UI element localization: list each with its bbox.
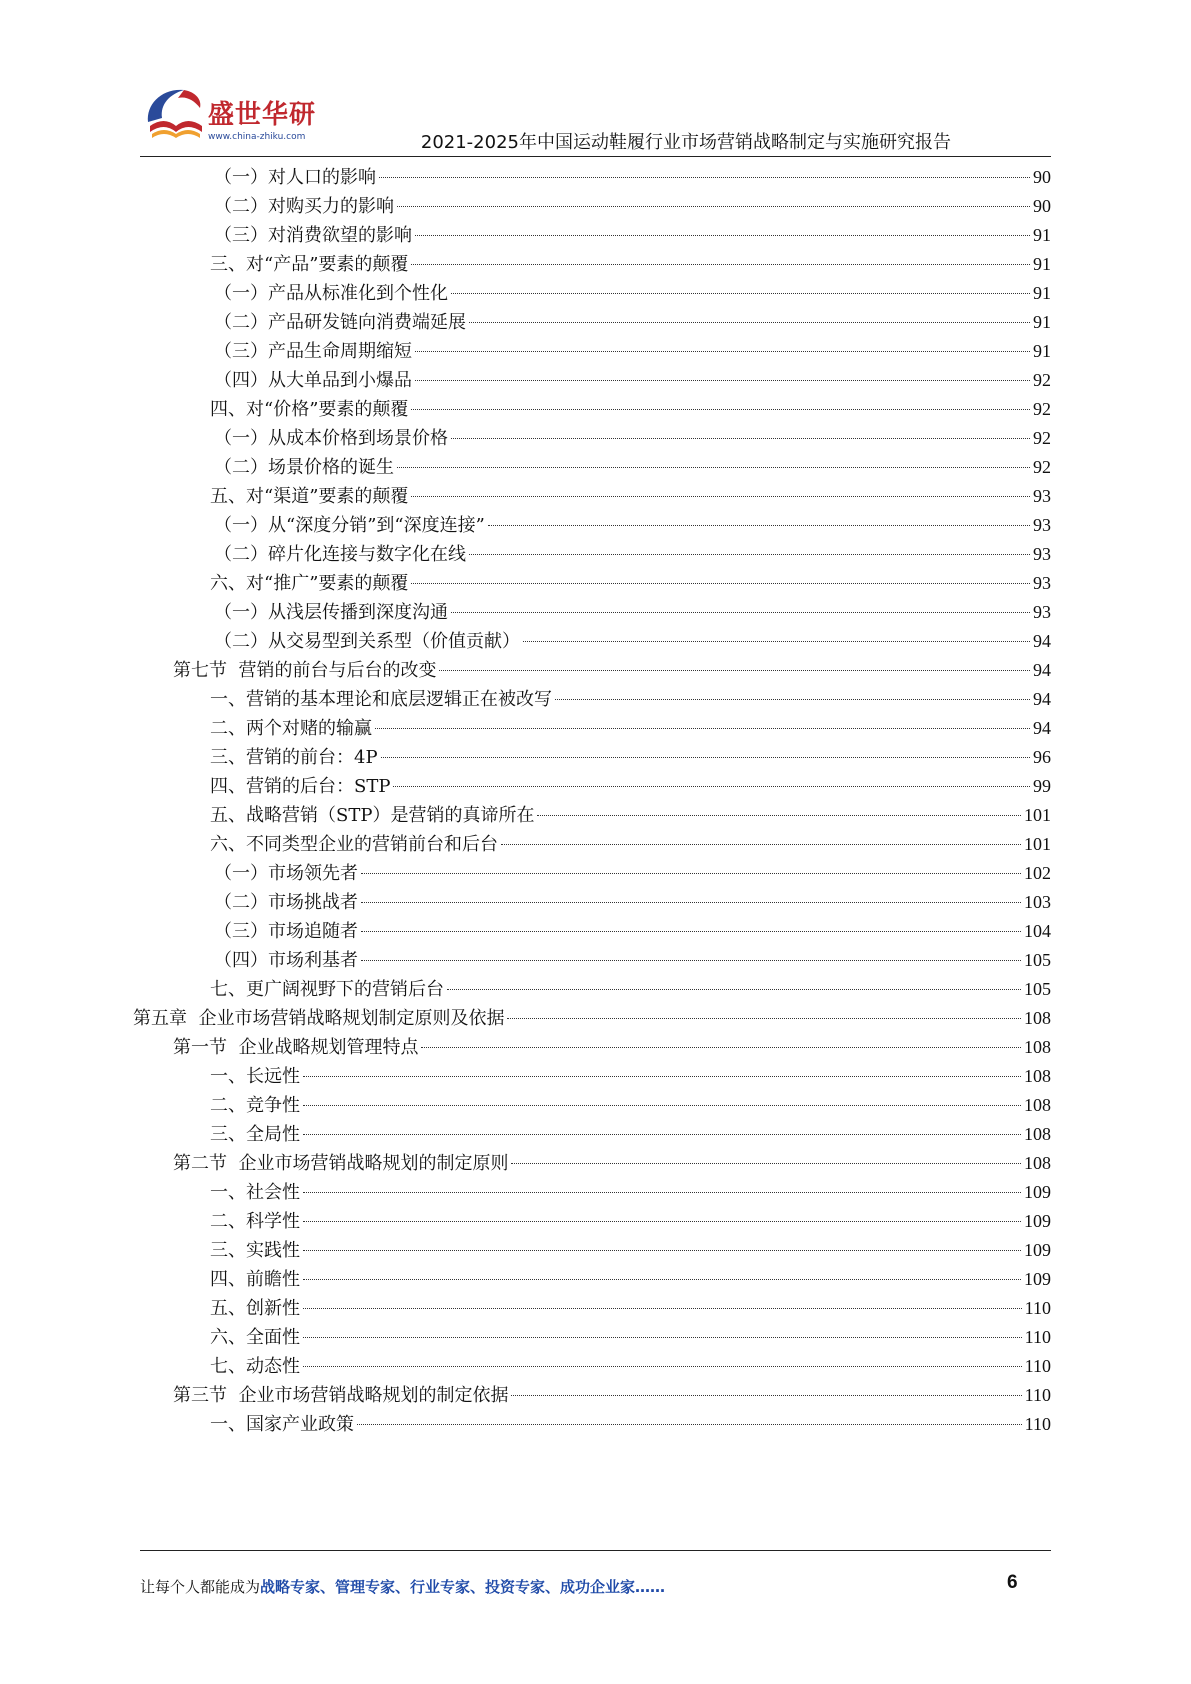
toc-dot-leader: [381, 757, 1030, 758]
toc-entry-title: 四、营销的后台：STP: [210, 776, 391, 797]
toc-entry-title: （一）从“深度分销”到“深度连接”: [214, 515, 485, 536]
toc-entry[interactable]: [214, 945, 1051, 976]
page-header: [0, 0, 1191, 160]
toc-entry-title: 四、对“价格”要素的颠覆: [210, 399, 409, 420]
toc-entry[interactable]: [214, 916, 1051, 947]
toc-dot-leader: [397, 467, 1030, 468]
toc-entry[interactable]: [173, 655, 1051, 686]
toc-entry-title: 二、竞争性: [210, 1095, 300, 1116]
toc-entry[interactable]: [210, 974, 1051, 1005]
toc-entry-page: 108: [1024, 1124, 1051, 1144]
toc-entry-page: 94: [1033, 689, 1051, 709]
toc-entry[interactable]: [210, 800, 1051, 831]
toc-dot-leader: [303, 1279, 1021, 1280]
toc-dot-leader: [488, 525, 1030, 526]
toc-entry-title: 第三节 企业市场营销战略规划的制定依据: [173, 1385, 509, 1406]
toc-entry-page: 93: [1033, 544, 1051, 564]
toc-entry[interactable]: [214, 220, 1051, 251]
toc-entry[interactable]: [210, 1293, 1051, 1324]
toc-entry[interactable]: [214, 307, 1051, 338]
toc-entry-title: （二）场景价格的诞生: [214, 457, 394, 478]
toc-entry-title: 三、实践性: [210, 1240, 300, 1261]
toc-entry-title: （一）从浅层传播到深度沟通: [214, 602, 448, 623]
toc-entry-page: 102: [1024, 863, 1051, 883]
toc-dot-leader: [415, 380, 1030, 381]
toc-entry-page: 110: [1024, 1385, 1051, 1405]
toc-dot-leader: [303, 1076, 1021, 1077]
toc-entry[interactable]: [210, 1351, 1051, 1382]
toc-entry-page: 93: [1033, 602, 1051, 622]
toc-dot-leader: [303, 1337, 1022, 1338]
toc-dot-leader: [421, 1047, 1021, 1048]
toc-entry-page: 91: [1033, 283, 1051, 303]
toc-entry-page: 96: [1033, 747, 1051, 767]
toc-entry-page: 108: [1024, 1095, 1051, 1115]
toc-entry-title: （三）对消费欲望的影响: [214, 225, 412, 246]
toc-entry[interactable]: [210, 394, 1051, 425]
toc-entry-title: （二）市场挑战者: [214, 892, 358, 913]
company-logo: [140, 82, 320, 152]
toc-entry[interactable]: [214, 423, 1051, 454]
toc-entry-page: 92: [1033, 370, 1051, 390]
toc-dot-leader: [415, 235, 1030, 236]
toc-dot-leader: [511, 1395, 1021, 1396]
toc-dot-leader: [451, 438, 1030, 439]
toc-entry[interactable]: [214, 452, 1051, 483]
toc-entry-page: 108: [1024, 1066, 1051, 1086]
toc-entry-page: 91: [1033, 254, 1051, 274]
toc-entry-page: 91: [1033, 341, 1051, 361]
toc-entry-title: 七、动态性: [210, 1356, 300, 1377]
toc-dot-leader: [303, 1308, 1022, 1309]
toc-entry-page: 103: [1024, 892, 1051, 912]
toc-dot-leader: [393, 786, 1030, 787]
toc-dot-leader: [507, 1018, 1021, 1019]
toc-entry-title: （一）市场领先者: [214, 863, 358, 884]
toc-dot-leader: [303, 1250, 1021, 1251]
toc-dot-leader: [415, 351, 1030, 352]
toc-entry-title: 第七节 营销的前台与后台的改变: [173, 660, 437, 681]
toc-entry[interactable]: [214, 858, 1051, 889]
toc-entry-page: 105: [1024, 979, 1051, 999]
toc-entry-title: （三）市场追随者: [214, 921, 358, 942]
toc-entry-title: 三、对“产品”要素的颠覆: [210, 254, 409, 275]
toc-entry-title: 五、战略营销（STP）是营销的真谛所在: [210, 805, 535, 826]
toc-entry-title: （二）碎片化连接与数字化在线: [214, 544, 466, 565]
toc-entry-title: （一）从成本价格到场景价格: [214, 428, 448, 449]
toc-entry-page: 92: [1033, 457, 1051, 477]
toc-entry-page: 93: [1033, 515, 1051, 535]
toc-entry-title: （二）从交易型到关系型（价值贡献）: [214, 631, 520, 652]
toc-entry-page: 105: [1024, 950, 1051, 970]
toc-dot-leader: [411, 409, 1030, 410]
toc-entry-page: 101: [1024, 805, 1051, 825]
logo-url: www.china-zhiku.com: [208, 132, 306, 142]
toc-entry[interactable]: [210, 1061, 1051, 1092]
toc-dot-leader: [303, 1105, 1021, 1106]
footer-slogan-prefix: 让每个人都能成为: [140, 1578, 261, 1596]
toc-entry-title: （一）对人口的影响: [214, 167, 376, 188]
toc-entry[interactable]: [214, 539, 1051, 570]
toc-dot-leader: [511, 1163, 1021, 1164]
toc-entry-title: （二）对购买力的影响: [214, 196, 394, 217]
toc-entry[interactable]: [214, 510, 1051, 541]
toc-entry[interactable]: [214, 365, 1051, 396]
toc-dot-leader: [361, 960, 1021, 961]
toc-dot-leader: [411, 264, 1030, 265]
report-title: 2021-2025年中国运动鞋履行业市场营销战略制定与实施研究报告: [420, 132, 951, 153]
toc-dot-leader: [411, 583, 1030, 584]
toc-dot-leader: [379, 177, 1030, 178]
toc-dot-leader: [447, 989, 1021, 990]
toc-entry[interactable]: [210, 829, 1051, 860]
toc-entry-page: 99: [1033, 776, 1051, 796]
toc-entry-page: 91: [1033, 312, 1051, 332]
toc-dot-leader: [357, 1424, 1022, 1425]
toc-entry-title: 六、不同类型企业的营销前台和后台: [210, 834, 498, 855]
toc-entry[interactable]: [210, 1235, 1051, 1266]
toc-entry[interactable]: [210, 713, 1051, 744]
toc-dot-leader: [501, 844, 1021, 845]
toc-entry-page: 90: [1033, 167, 1051, 187]
toc-entry[interactable]: [210, 481, 1051, 512]
toc-entry-title: 一、营销的基本理论和底层逻辑正在被改写: [210, 689, 552, 710]
toc-entry-page: 92: [1033, 399, 1051, 419]
toc-dot-leader: [469, 322, 1030, 323]
toc-entry-page: 109: [1024, 1182, 1051, 1202]
toc-entry-page: 104: [1024, 921, 1051, 941]
toc-dot-leader: [361, 873, 1021, 874]
toc-dot-leader: [555, 699, 1030, 700]
toc-dot-leader: [303, 1366, 1022, 1367]
toc-entry-page: 110: [1024, 1356, 1051, 1376]
toc-entry-title: 一、国家产业政策: [210, 1414, 354, 1435]
toc-dot-leader: [303, 1134, 1021, 1135]
toc-entry[interactable]: [210, 1177, 1051, 1208]
toc-entry[interactable]: [210, 568, 1051, 599]
toc-entry-title: （二）产品研发链向消费端延展: [214, 312, 466, 333]
toc-entry[interactable]: [214, 162, 1051, 193]
toc-entry-page: 94: [1033, 631, 1051, 651]
toc-entry[interactable]: [210, 249, 1051, 280]
toc-entry-page: 110: [1024, 1327, 1051, 1347]
toc-dot-leader: [397, 206, 1030, 207]
toc-dot-leader: [303, 1192, 1021, 1193]
toc-entry-title: 七、更广阔视野下的营销后台: [210, 979, 444, 1000]
toc-entry-page: 108: [1024, 1008, 1051, 1028]
logo-book-icon: [140, 82, 210, 144]
toc-entry-page: 101: [1024, 834, 1051, 854]
toc-entry-title: 第二节 企业市场营销战略规划的制定原则: [173, 1153, 509, 1174]
toc-entry-title: 一、社会性: [210, 1182, 300, 1203]
toc-entry-title: 六、对“推广”要素的颠覆: [210, 573, 409, 594]
toc-dot-leader: [361, 931, 1021, 932]
toc-entry[interactable]: [133, 1003, 1051, 1034]
toc-entry[interactable]: [173, 1148, 1051, 1179]
toc-entry-title: 二、科学性: [210, 1211, 300, 1232]
toc-entry[interactable]: [210, 1409, 1051, 1440]
toc-entry-page: 110: [1024, 1414, 1051, 1434]
toc-entry-page: 109: [1024, 1269, 1051, 1289]
toc-entry[interactable]: [210, 742, 1051, 773]
toc-entry-page: 110: [1024, 1298, 1051, 1318]
header-divider: [140, 156, 1051, 157]
toc-dot-leader: [451, 293, 1030, 294]
footer-divider: [140, 1550, 1051, 1551]
toc-entry-page: 92: [1033, 428, 1051, 448]
toc-entry-title: 第一节 企业战略规划管理特点: [173, 1037, 419, 1058]
toc-entry[interactable]: [173, 1032, 1051, 1063]
toc-dot-leader: [439, 670, 1030, 671]
toc-entry-page: 109: [1024, 1240, 1051, 1260]
toc-dot-leader: [361, 902, 1021, 903]
toc-entry[interactable]: [214, 336, 1051, 367]
toc-dot-leader: [523, 641, 1030, 642]
toc-entry-page: 90: [1033, 196, 1051, 216]
footer-slogan-highlight: 战略专家、管理专家、行业专家、投资专家、成功企业家……: [260, 1578, 666, 1596]
toc-dot-leader: [537, 815, 1021, 816]
toc-entry-title: 四、前瞻性: [210, 1269, 300, 1290]
toc-entry[interactable]: [210, 1322, 1051, 1353]
toc-dot-leader: [469, 554, 1030, 555]
logo-name: 盛世华研: [208, 100, 317, 130]
toc-entry[interactable]: [210, 684, 1051, 715]
toc-entry-title: （三）产品生命周期缩短: [214, 341, 412, 362]
toc-entry-title: 三、全局性: [210, 1124, 300, 1145]
footer-slogan: [140, 1576, 665, 1597]
toc-entry[interactable]: [210, 771, 1051, 802]
toc-entry-page: 94: [1033, 718, 1051, 738]
toc-entry[interactable]: [210, 1264, 1051, 1295]
toc-entry-title: （四）从大单品到小爆品: [214, 370, 412, 391]
toc-entry[interactable]: [210, 1090, 1051, 1121]
toc-entry-page: 93: [1033, 486, 1051, 506]
toc-entry-title: 一、长远性: [210, 1066, 300, 1087]
toc-entry-title: 三、营销的前台：4P: [210, 747, 378, 768]
toc-dot-leader: [303, 1221, 1021, 1222]
toc-entry[interactable]: [214, 597, 1051, 628]
toc-entry-page: 91: [1033, 225, 1051, 245]
toc-entry[interactable]: [214, 191, 1051, 222]
toc-entry-title: 六、全面性: [210, 1327, 300, 1348]
toc-dot-leader: [375, 728, 1030, 729]
toc-entry[interactable]: [214, 278, 1051, 309]
toc-entry-title: （一）产品从标准化到个性化: [214, 283, 448, 304]
toc-entry-page: 93: [1033, 573, 1051, 593]
toc-entry-title: 第五章 企业市场营销战略规划制定原则及依据: [133, 1008, 505, 1029]
toc-entry-page: 109: [1024, 1211, 1051, 1231]
toc-entry-title: 二、两个对赌的输赢: [210, 718, 372, 739]
toc-entry-page: 94: [1033, 660, 1051, 680]
toc-entry-title: 五、对“渠道”要素的颠覆: [210, 486, 409, 507]
toc-dot-leader: [451, 612, 1030, 613]
page-number: 6: [1007, 1572, 1018, 1593]
toc-dot-leader: [411, 496, 1030, 497]
toc-entry[interactable]: [173, 1380, 1051, 1411]
toc-entry[interactable]: [210, 1119, 1051, 1150]
toc-entry[interactable]: [214, 887, 1051, 918]
toc-entry-title: 五、创新性: [210, 1298, 300, 1319]
toc-entry-title: （四）市场利基者: [214, 950, 358, 971]
toc-entry[interactable]: [214, 626, 1051, 657]
toc-entry-page: 108: [1024, 1037, 1051, 1057]
toc-entry-page: 108: [1024, 1153, 1051, 1173]
toc-entry[interactable]: [210, 1206, 1051, 1237]
